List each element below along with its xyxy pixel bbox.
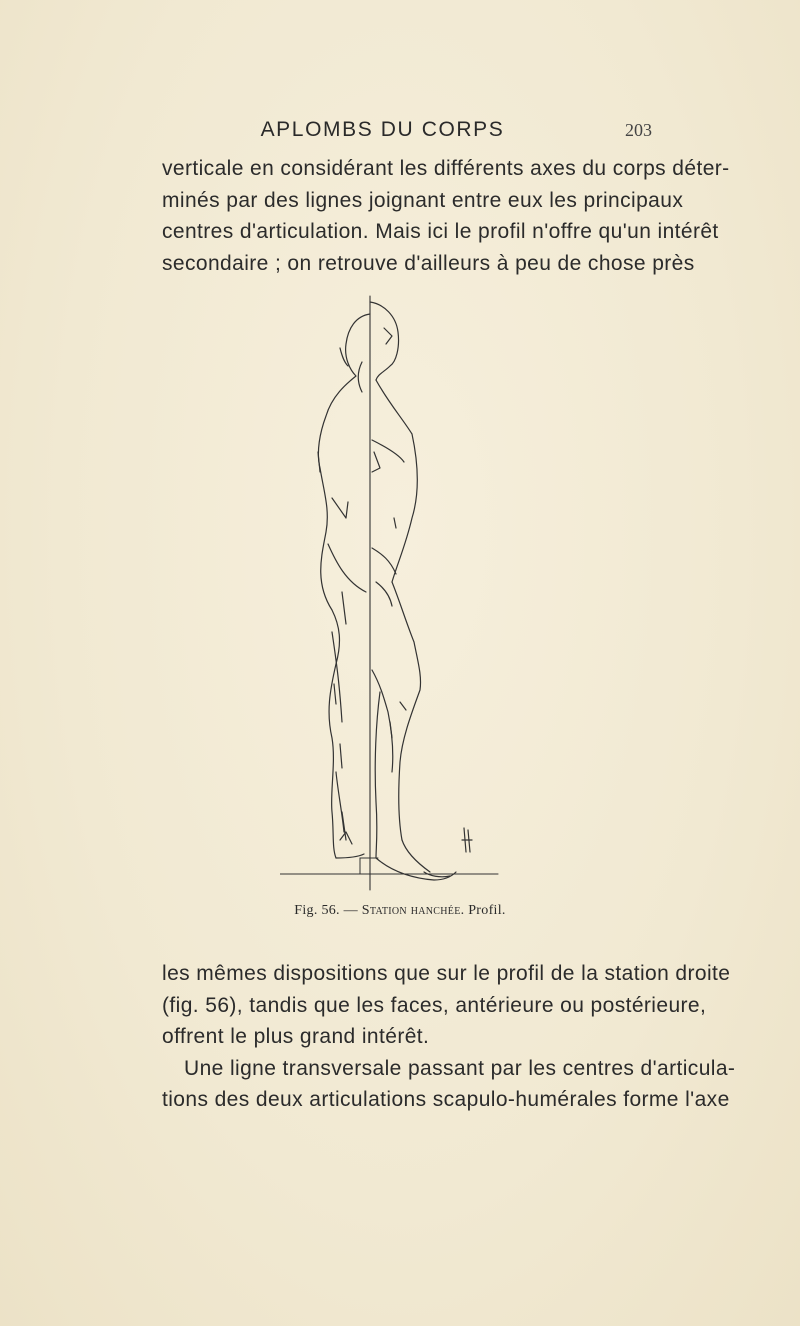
paragraph-bottom — [162, 958, 736, 1116]
page-number: 203 — [625, 120, 652, 140]
caption-prefix: Fig. 56. — — [294, 903, 362, 918]
text-line: tions des deux articulations scapulo-humérales forme l'axe — [162, 1088, 730, 1111]
paragraph-top — [162, 153, 730, 279]
running-title: APLOMBS DU CORPS — [260, 118, 505, 141]
figure-56-illustration — [280, 292, 520, 896]
text-line: centres d'articulation. Mais ici le profil n'offre qu'un intérêt — [162, 220, 719, 243]
text-line: minés par des lignes joignant entre eux les principaux — [162, 188, 684, 212]
text-line: secondaire ; on retrouve d'ailleurs à peu de chose près — [162, 251, 695, 275]
profile-figure-drawing — [280, 292, 520, 896]
caption-title: Station hanchée. — [361, 903, 465, 918]
text-line: (fig. 56), tandis que les faces, antérieure ou postérieure, — [162, 993, 707, 1017]
text-line: Une ligne transversale passant par les centres d'articula- — [184, 1056, 736, 1080]
caption-suffix: Profil. — [464, 903, 506, 918]
text-line: offrent le plus grand intérêt. — [162, 1025, 430, 1048]
running-head — [0, 118, 800, 148]
figure-caption — [0, 903, 800, 919]
text-line: verticale en considérant les différents axes du corps déter- — [162, 157, 730, 180]
text-line: les mêmes dispositions que sur le profil de la station droite — [162, 962, 731, 985]
